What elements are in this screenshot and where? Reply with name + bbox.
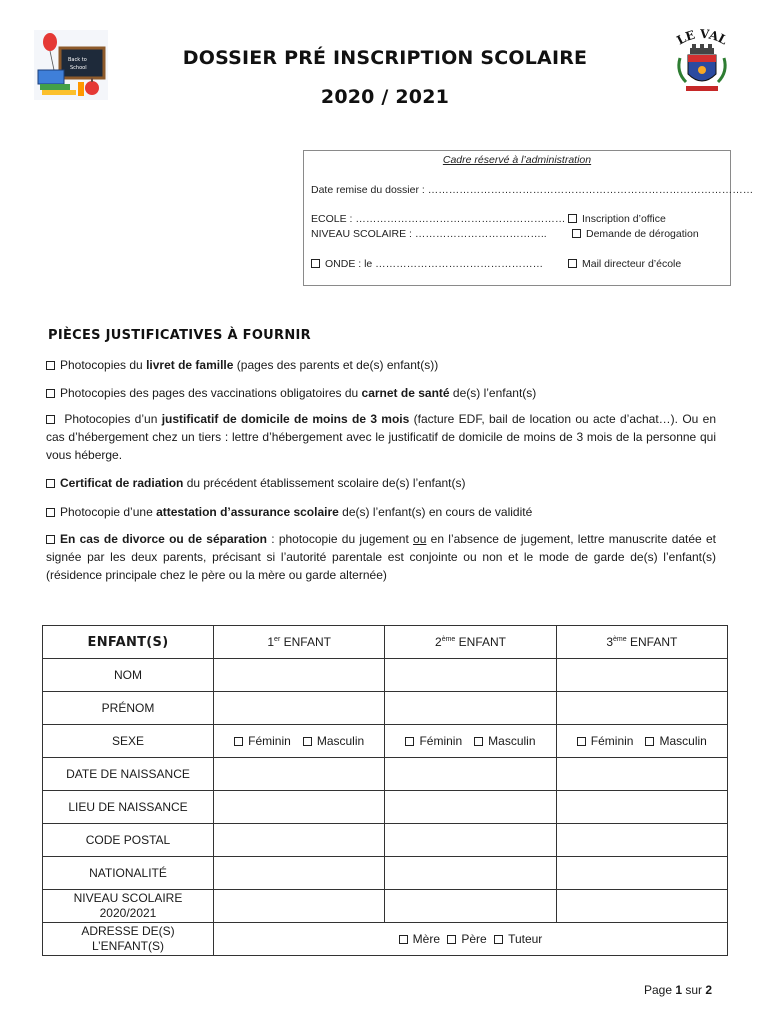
mail-directeur-checkbox[interactable] [568,259,577,268]
table-head-label: ENFANT(S) [43,626,214,659]
derogation-checkbox[interactable] [572,229,581,238]
niveau-cell-1[interactable] [214,890,385,923]
col-head-child-2: 2ème ENFANT [385,626,556,659]
admin-reserved-box [303,150,754,286]
mail-directeur-label: Mail directeur d’école [582,258,682,270]
niveau-scolaire-field[interactable]: NIVEAU SCOLAIRE : ……………………………….. [311,228,547,240]
sexe-cell-2 [385,725,556,758]
table-row [43,923,728,956]
inscription-office-row [568,213,666,225]
table-row [43,725,728,758]
nom-cell-1[interactable] [214,659,385,692]
feminin-label: Féminin [419,734,463,748]
masculin-label: Masculin [488,734,536,748]
date-naissance-cell-1[interactable] [214,758,385,791]
prenom-cell-2[interactable] [385,692,556,725]
code-postal-cell-3[interactable] [556,824,727,857]
row-label-nationalite: NATIONALITÉ [43,857,214,890]
adresse-cell [214,923,728,956]
pere-label: Père [461,932,487,946]
row-label-niveau-scolaire: NIVEAU SCOLAIRE 2020/2021 [43,890,214,923]
prenom-cell-1[interactable] [214,692,385,725]
masculin-checkbox[interactable] [303,737,312,746]
page-total: 2 [705,983,713,997]
prenom-cell-3[interactable] [556,692,727,725]
svg-text:School: School [70,65,87,71]
piece-assurance-scolaire: Photocopie d’une attestation d’assurance scolaire de(s) l’enfant(s) en cours de validité [46,503,716,521]
lieu-naissance-cell-1[interactable] [214,791,385,824]
lieu-naissance-cell-3[interactable] [556,791,727,824]
feminin-checkbox[interactable] [234,737,243,746]
table-row [43,659,728,692]
sexe-cell-3 [556,725,727,758]
row-label-code-postal: CODE POSTAL [43,824,214,857]
date-remise-field[interactable]: Date remise du dossier : ………………………………………………………………………………… [311,184,754,196]
inscription-office-label: Inscription d’office [582,213,666,225]
table-row [43,857,728,890]
table-row [43,758,728,791]
nationalite-cell-3[interactable] [556,857,727,890]
inscription-office-checkbox[interactable] [568,214,577,223]
nationalite-cell-2[interactable] [385,857,556,890]
niveau-cell-2[interactable] [385,890,556,923]
piece-checkbox[interactable] [46,361,55,370]
derogation-row [572,228,699,240]
piece-carnet-sante: Photocopies des pages des vaccinations obligatoires du carnet de santé de(s) l’enfant(s) [46,384,716,402]
piece-justificatif-domicile: Photocopies d’un justificatif de domicile de moins de 3 mois (facture EDF, bail de location ou acte d’achat…). Ou en cas d’hébergement chez un tiers : lettre d’hébergement avec le justificatif de domicile de moins de 3 mois de la personne qui vous héberge. [46,412,716,462]
children-table [42,625,728,956]
masculin-label: Masculin [316,734,365,748]
admin-box-heading: Cadre réservé à l’administration [442,154,592,166]
row-label-lieu-naissance: LIEU DE NAISSANCE [43,791,214,824]
piece-divorce-separation: En cas de divorce ou de séparation : photocopie du jugement ou en l’absence de jugement, lettre manuscrite datée et signée par les deux parents, précisant si l’autorité parentale est conjointe ou non et le mode de garde de(s) l’enfant(s) (résidence principale chez le père ou la mère ou garde alternée) [46,532,716,582]
pere-checkbox[interactable] [447,935,456,944]
table-row [43,824,728,857]
svg-text:Back to: Back to [68,57,87,63]
piece-certificat-radiation: Certificat de radiation du précédent établissement scolaire de(s) l’enfant(s) [46,474,716,492]
tuteur-label: Tuteur [508,932,543,946]
date-naissance-cell-3[interactable] [556,758,727,791]
masculin-label: Masculin [659,734,707,748]
piece-checkbox[interactable] [46,479,55,488]
masculin-checkbox[interactable] [474,737,483,746]
tuteur-checkbox[interactable] [494,935,503,944]
crest-text: LE VAL [674,28,730,48]
feminin-label: Féminin [248,734,291,748]
mail-directeur-row [568,258,681,270]
row-label-adresse: ADRESSE DE(S) L’ENFANT(S) [43,923,214,956]
sexe-cell-1 [214,725,385,758]
lieu-naissance-cell-2[interactable] [385,791,556,824]
mere-checkbox[interactable] [399,935,408,944]
row-label-nom: NOM [43,659,214,692]
school-year-title: 2020 / 2021 [320,86,450,108]
nom-cell-2[interactable] [385,659,556,692]
page-footer: Page 1 sur 2 [644,983,713,997]
onde-row [311,258,543,270]
table-row [43,890,728,923]
page-number: 1 [675,983,683,997]
feminin-label: Féminin [590,734,634,748]
piece-checkbox[interactable] [46,415,55,424]
ecole-field[interactable]: ECOLE : …………………………………………………… [311,213,566,225]
piece-checkbox[interactable] [46,508,55,517]
nationalite-cell-1[interactable] [214,857,385,890]
piece-checkbox[interactable] [46,389,55,398]
feminin-checkbox[interactable] [577,737,586,746]
mere-label: Mère [412,932,441,946]
pieces-section-title: PIÈCES JUSTIFICATIVES À FOURNIR [48,328,311,343]
onde-checkbox[interactable] [311,259,320,268]
piece-livret-famille: Photocopies du livret de famille (pages des parents et de(s) enfant(s)) [46,356,716,374]
piece-checkbox[interactable] [46,535,55,544]
col-head-child-3: 3ème ENFANT [556,626,727,659]
masculin-checkbox[interactable] [645,737,654,746]
nom-cell-3[interactable] [556,659,727,692]
code-postal-cell-2[interactable] [385,824,556,857]
onde-label: ONDE : le ………………………………………… [325,258,544,270]
row-label-date-naissance: DATE DE NAISSANCE [43,758,214,791]
code-postal-cell-1[interactable] [214,824,385,857]
table-row [43,791,728,824]
table-header-row [43,626,728,659]
niveau-cell-3[interactable] [556,890,727,923]
document-title: DOSSIER PRÉ INSCRIPTION SCOLAIRE [182,47,588,69]
table-row [43,692,728,725]
row-label-prenom: PRÉNOM [43,692,214,725]
derogation-label: Demande de dérogation [586,228,699,240]
col-head-child-1: 1er ENFANT [214,626,385,659]
feminin-checkbox[interactable] [405,737,414,746]
date-naissance-cell-2[interactable] [385,758,556,791]
row-label-sexe: SEXE [43,725,214,758]
